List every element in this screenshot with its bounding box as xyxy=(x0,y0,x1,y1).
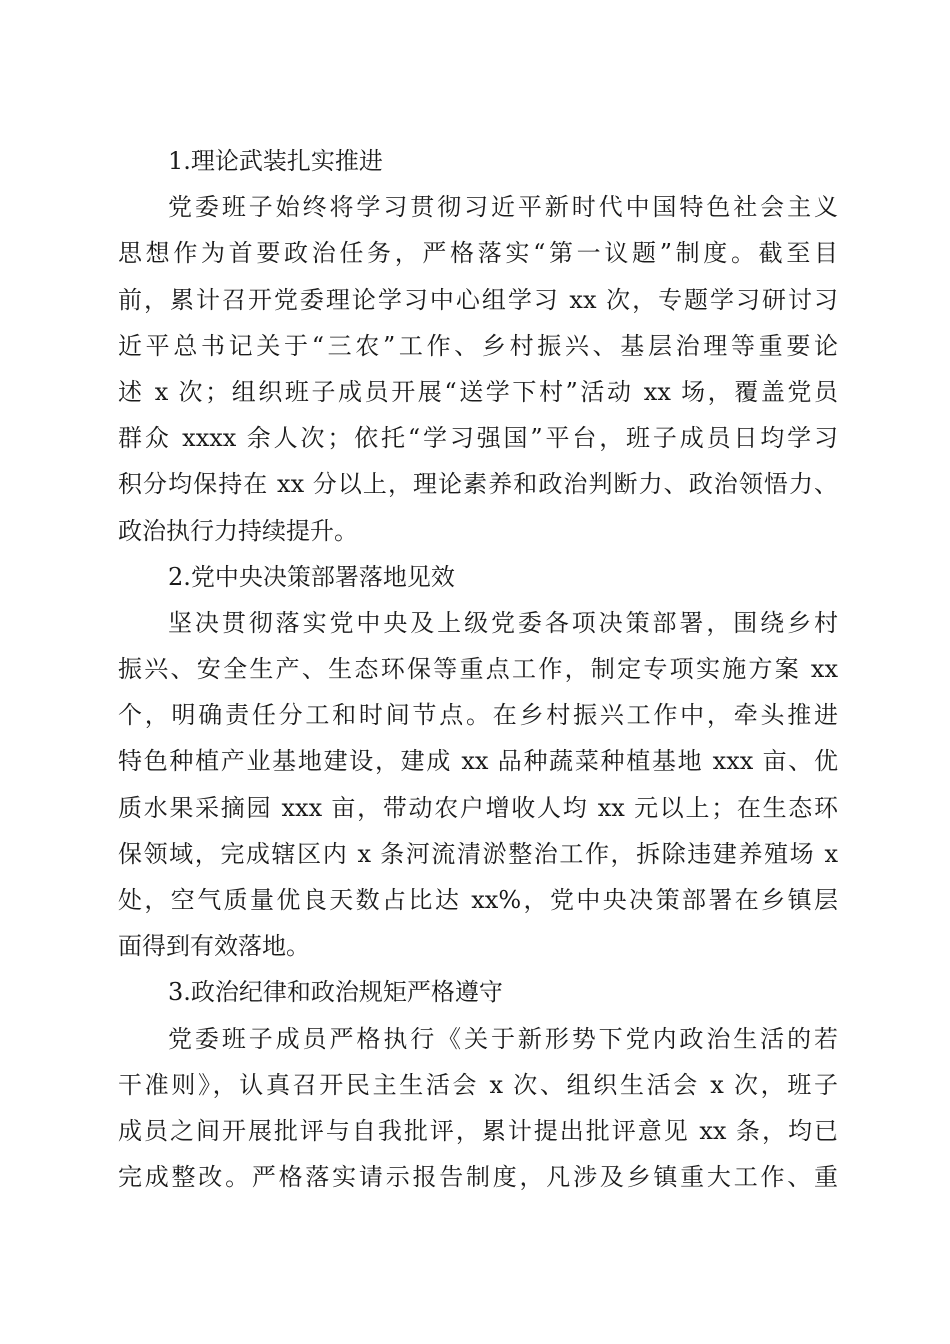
section-heading: 3.政治纪律和政治规矩严格遵守 xyxy=(168,978,503,1007)
paragraph-line: 处，空气质量优良天数占比达 xx%，党中央决策部署在乡镇层 xyxy=(118,886,838,914)
paragraph-line: 党委班子成员严格执行《关于新形势下党内政治生活的若 xyxy=(168,1024,838,1053)
paragraph-line: 特色种植产业基地建设，建成 xx 品种蔬菜种植基地 xxx 亩、优 xyxy=(118,747,838,776)
paragraph-line: 述 x 次；组织班子成员开展“送学下村”活动 xx 场，覆盖党员 xyxy=(118,377,838,406)
paragraph-line: 思想作为首要政治任务，严格落实“第一议题”制度。截至目 xyxy=(118,239,838,268)
paragraph-line: 近平总书记关于“三农”工作、乡村振兴、基层治理等重要论 xyxy=(118,331,838,360)
paragraph-line: 振兴、安全生产、生态环保等重点工作，制定专项实施方案 xx xyxy=(118,655,838,684)
paragraph-line: 政治执行力持续提升。 xyxy=(118,516,358,545)
paragraph-line: 保领域，完成辖区内 x 条河流清淤整治工作，拆除违建养殖场 x xyxy=(118,839,838,868)
paragraph-line: 完成整改。严格落实请示报告制度，凡涉及乡镇重大工作、重 xyxy=(118,1163,838,1192)
paragraph-line: 前，累计召开党委理论学习中心组学习 xx 次，专题学习研讨习 xyxy=(118,285,838,314)
paragraph-line: 成员之间开展批评与自我批评，累计提出批评意见 xx 条，均已 xyxy=(118,1116,838,1145)
paragraph-line: 积分均保持在 xx 分以上，理论素养和政治判断力、政治领悟力、 xyxy=(118,470,838,499)
section-heading: 2.党中央决策部署落地见效 xyxy=(168,562,455,591)
document-body xyxy=(118,138,838,1200)
paragraph-line: 群众 xxxx 余人次；依托“学习强国”平台，班子成员日均学习 xyxy=(118,424,838,453)
paragraph-line: 质水果采摘园 xxx 亩，带动农户增收人均 xx 元以上；在生态环 xyxy=(118,793,838,822)
paragraph-line: 坚决贯彻落实党中央及上级党委各项决策部署，围绕乡村 xyxy=(168,608,838,637)
section-heading: 1.理论武装扎实推进 xyxy=(168,147,383,175)
paragraph-line: 面得到有效落地。 xyxy=(118,932,310,961)
paragraph-line: 个，明确责任分工和时间节点。在乡村振兴工作中，牵头推进 xyxy=(118,701,838,730)
paragraph-line: 干准则》，认真召开民主生活会 x 次、组织生活会 x 次，班子 xyxy=(118,1070,838,1099)
paragraph-line: 党委班子始终将学习贯彻习近平新时代中国特色社会主义 xyxy=(168,193,838,222)
